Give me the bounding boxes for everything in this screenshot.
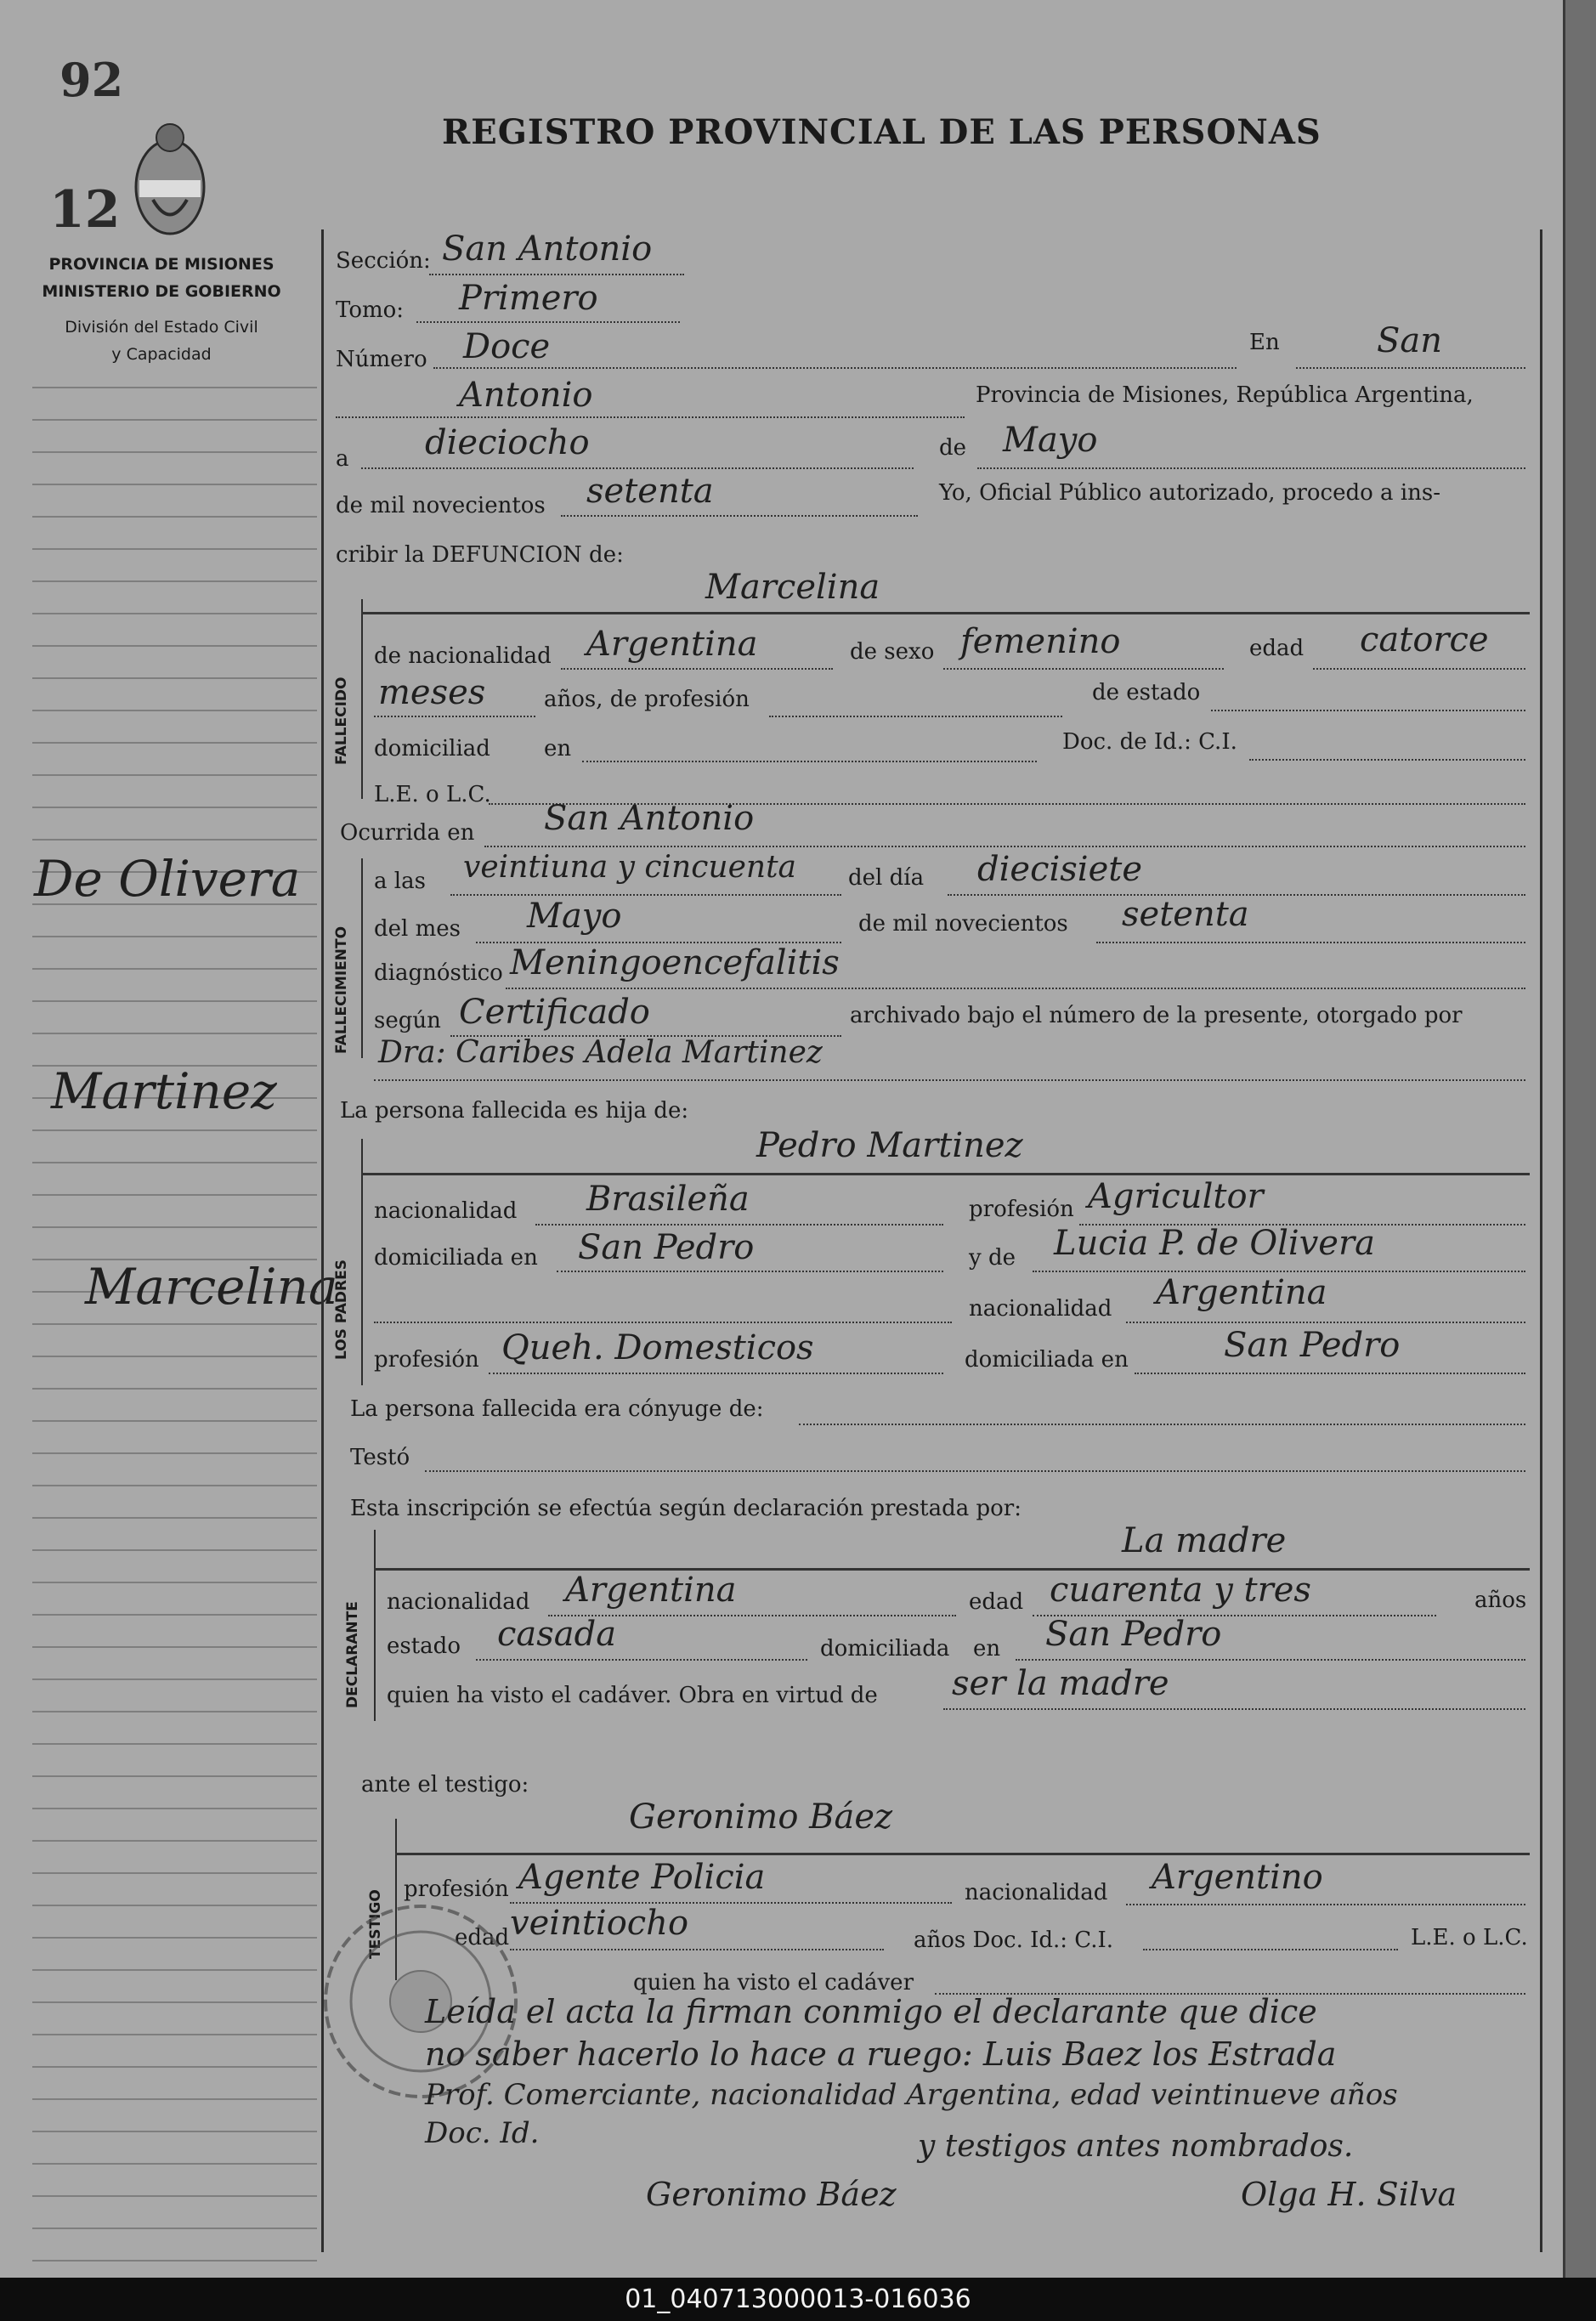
dia-value: diecisiete	[977, 850, 1143, 889]
nacionalidad-label: de nacionalidad	[374, 643, 552, 669]
mes-value: Mayo	[1003, 421, 1098, 460]
padre-domicilio-value: San Pedro	[578, 1228, 755, 1267]
margin-rule	[32, 2131, 317, 2132]
hija-text: La persona fallecida es hija de:	[340, 1098, 689, 1124]
margin-rule	[32, 1323, 317, 1325]
declarante-nacionalidad-label: nacionalidad	[387, 1589, 530, 1615]
declarante-edad-label: edad	[969, 1589, 1024, 1615]
numero-label: Número	[336, 347, 427, 372]
padre-nacionalidad-value: Brasileña	[586, 1180, 750, 1219]
margin-rule	[32, 580, 317, 582]
segun-label: según	[374, 1008, 441, 1033]
margin-rule	[32, 516, 317, 518]
segun-value: Certificado	[459, 993, 650, 1032]
conyuge-text: La persona fallecida era cónyuge de:	[350, 1396, 764, 1422]
fallecido-section-label: FALLECIDO	[333, 676, 350, 765]
margin-rule	[32, 1937, 317, 1939]
declarante-nacionalidad-value: Argentina	[565, 1571, 737, 1610]
seccion-value: San Antonio	[442, 229, 653, 269]
domiciliado-en-label: en	[544, 736, 572, 761]
office-capacity: y Capacidad	[111, 345, 212, 364]
margin-rule	[32, 2228, 317, 2229]
testo-label: Testó	[350, 1445, 410, 1470]
a-label: a	[336, 446, 349, 472]
edad-value: catorce	[1360, 620, 1489, 660]
margin-rule	[32, 2066, 317, 2068]
mil-novecientos-fallecimiento-label: de mil novecientos	[858, 911, 1068, 937]
sexo-value: femenino	[960, 622, 1121, 661]
margin-rule	[32, 1872, 317, 1874]
margin-rule	[32, 613, 317, 614]
del-dia-label: del día	[848, 865, 925, 891]
padre-domiciliada-label: domiciliada en	[374, 1245, 538, 1271]
declarante-estado-value: casada	[497, 1615, 617, 1654]
margin-rule	[32, 1905, 317, 1906]
margin-rule	[32, 1356, 317, 1357]
book-binding	[1563, 0, 1596, 2278]
anios-profesion-label: años, de profesión	[544, 687, 750, 712]
signature-testigo: Geronimo Báez	[646, 2176, 897, 2213]
declarante-section-label: DECLARANTE	[344, 1601, 361, 1708]
madre-nacionalidad-value: Argentina	[1156, 1273, 1327, 1312]
inscribir-text: cribir la DEFUNCION de:	[336, 542, 624, 568]
tomo-value: Primero	[459, 279, 598, 318]
testigo-nacionalidad-value: Argentino	[1152, 1858, 1323, 1897]
testigo-profesion-label: profesión	[404, 1877, 509, 1902]
ante-testigo-text: ante el testigo:	[361, 1772, 529, 1797]
margin-rule	[32, 839, 317, 841]
margin-rule	[32, 807, 317, 808]
hora-value: veintiuna y cincuenta	[463, 850, 797, 885]
padre-value: Pedro Martinez	[756, 1126, 1023, 1165]
testigo-name: Geronimo Báez	[629, 1797, 893, 1837]
mes-fallecimiento-value: Mayo	[527, 897, 622, 936]
margin-rule	[32, 677, 317, 679]
declarante-visto-text: quien ha visto el cadáver. Obra en virtud de	[387, 1683, 878, 1708]
margin-rule	[32, 1420, 317, 1422]
testigo-edad-value: veintiocho	[510, 1904, 689, 1943]
inscripcion-text: Esta inscripción se efectúa según declaración prestada por:	[350, 1496, 1022, 1521]
margin-rule	[32, 1033, 317, 1034]
ocurrida-label: Ocurrida en	[340, 820, 475, 846]
edad-label: edad	[1249, 636, 1305, 661]
margin-rule	[32, 1840, 317, 1842]
margin-rule	[32, 1614, 317, 1616]
lugar-value: Antonio	[459, 376, 593, 415]
testigo-anios-doc-label: años Doc. Id.: C.I.	[914, 1928, 1114, 1953]
margin-rule	[32, 1808, 317, 1809]
dia-value: dieciocho	[425, 423, 590, 462]
declarante-name: La madre	[1122, 1521, 1287, 1560]
closing-line-1: Leída el acta la firman conmigo el declarante que dice	[425, 1993, 1317, 2030]
margin-rule	[32, 1162, 317, 1163]
margin-rule	[32, 742, 317, 744]
medico-value: Dra: Caribes Adela Martinez	[378, 1035, 823, 1070]
office-ministry: MINISTERIO DE GOBIERNO	[42, 282, 281, 301]
madre-domicilio-value: San Pedro	[1224, 1326, 1401, 1365]
closing-line-4: Doc. Id.	[425, 2116, 540, 2150]
sexo-label: de sexo	[850, 639, 935, 665]
doc-id-label: Doc. de Id.: C.I.	[1062, 729, 1237, 755]
oficial-text: Yo, Oficial Público autorizado, procedo a ins-	[939, 480, 1441, 506]
diagnostico-value: Meningoencefalitis	[510, 943, 840, 982]
margin-rule	[32, 1452, 317, 1454]
margin-rule	[32, 1000, 317, 1002]
padre-profesion-value: Agricultor	[1088, 1177, 1264, 1216]
margin-rule	[32, 710, 317, 711]
margin-rule	[32, 1226, 317, 1228]
madre-value: Lucia P. de Olivera	[1054, 1224, 1375, 1263]
declarante-edad-value: cuarenta y tres	[1050, 1571, 1311, 1610]
seccion-label: Sección:	[336, 248, 431, 274]
madre-profesion-label: profesión	[374, 1347, 479, 1373]
margin-rule	[32, 1646, 317, 1648]
margin-rule	[32, 1775, 317, 1777]
testigo-profesion-value: Agente Policia	[518, 1858, 766, 1897]
margin-rule	[32, 1388, 317, 1390]
closing-line-2: no saber hacerlo lo hace a ruego: Luis Baez los Estrada	[425, 2035, 1337, 2073]
le-lc-label: L.E. o L.C.	[374, 782, 491, 807]
image-id-footer: 01_040713000013-016036	[0, 2278, 1596, 2321]
margin-rule	[32, 1549, 317, 1551]
y-de-label: y de	[969, 1245, 1016, 1271]
padres-section-label: LOS PADRES	[333, 1260, 350, 1360]
margin-surname-1: De Olivera	[34, 850, 301, 908]
anio-value: setenta	[586, 472, 714, 511]
margin-given-name: Marcelina	[85, 1258, 338, 1316]
margin-rule	[32, 484, 317, 485]
margin-rule	[32, 2098, 317, 2100]
margin-rule	[32, 1969, 317, 1971]
fallecimiento-section-label: FALLECIMIENTO	[333, 926, 350, 1054]
document-title: REGISTRO PROVINCIAL DE LAS PERSONAS	[442, 112, 1322, 152]
margin-rule	[32, 1711, 317, 1712]
anio-fallecimiento-value: setenta	[1122, 895, 1249, 934]
madre-domiciliada-label: domiciliada en	[965, 1347, 1129, 1373]
office-division: División del Estado Civil	[65, 318, 258, 337]
del-mes-label: del mes	[374, 916, 461, 942]
margin-rule	[32, 936, 317, 937]
margin-rule	[32, 2034, 317, 2035]
margin-rule	[32, 1129, 317, 1131]
margin-rule	[32, 1678, 317, 1680]
archivado-text: archivado bajo el número de la presente, otorgado por	[850, 1003, 1463, 1028]
madre-profesion-value: Queh. Domesticos	[501, 1328, 814, 1367]
closing-line-5: y testigos antes nombrados.	[918, 2129, 1354, 2164]
margin-rule	[32, 2163, 317, 2165]
margin-rule	[32, 968, 317, 970]
testigo-le-lc-label: L.E. o L.C.	[1411, 1925, 1528, 1950]
declarante-domiciliada-label: domiciliada	[820, 1636, 950, 1661]
margin-rule	[32, 1194, 317, 1196]
en-value: San	[1377, 321, 1443, 360]
margin-rule	[32, 2001, 317, 2003]
margin-rule	[32, 419, 317, 421]
testigo-edad-label: edad	[455, 1925, 510, 1950]
margin-surname-2: Martinez	[51, 1062, 277, 1120]
office-province: PROVINCIA DE MISIONES	[48, 255, 274, 274]
domiciliado-label: domiciliad	[374, 736, 490, 761]
declarante-anios-label: años	[1474, 1588, 1527, 1613]
declarante-estado-label: estado	[387, 1633, 461, 1659]
ocurrida-value: San Antonio	[544, 799, 755, 838]
padre-nacionalidad-label: nacionalidad	[374, 1198, 518, 1224]
madre-nacionalidad-label: nacionalidad	[969, 1296, 1112, 1322]
padre-profesion-label: profesión	[969, 1197, 1074, 1222]
nacionalidad-value: Argentina	[586, 625, 758, 664]
declarante-en-label: en	[973, 1636, 1001, 1661]
declarante-virtud-value: ser la madre	[952, 1664, 1169, 1703]
margin-rule	[32, 548, 317, 550]
testigo-nacionalidad-label: nacionalidad	[965, 1880, 1108, 1905]
a-las-label: a las	[374, 869, 426, 894]
declarante-domicilio-value: San Pedro	[1045, 1615, 1222, 1654]
estado-label: de estado	[1092, 680, 1201, 705]
margin-rule	[32, 774, 317, 776]
margin-rule	[32, 1743, 317, 1745]
coat-of-arms-icon	[127, 119, 212, 238]
margin-rule	[32, 1485, 317, 1486]
meses-value: meses	[378, 673, 486, 712]
numero-value: Doce	[463, 327, 551, 366]
en-label: En	[1249, 330, 1280, 355]
testigo-visto-text: quien ha visto el cadáver	[633, 1970, 914, 1995]
margin-rule	[32, 1517, 317, 1519]
folio-number: 92	[59, 53, 124, 107]
page-number: 12	[49, 180, 121, 240]
margin-rule	[32, 387, 317, 388]
mil-novecientos-label: de mil novecientos	[336, 493, 546, 518]
de-label: de	[939, 435, 967, 461]
testigo-section-label: TESTIGO	[367, 1889, 384, 1959]
margin-rule	[32, 451, 317, 453]
margin-rule	[32, 2195, 317, 2197]
margin-rule	[32, 1582, 317, 1583]
margin-rule	[32, 645, 317, 647]
fallecido-name: Marcelina	[705, 568, 880, 607]
signature-oficial: Olga H. Silva	[1241, 2176, 1457, 2213]
tomo-label: Tomo:	[336, 297, 405, 323]
frame-line-right	[1540, 229, 1542, 2252]
margin-rule	[32, 2260, 317, 2262]
closing-line-3: Prof. Comerciante, nacionalidad Argentina, edad veintinueve años	[425, 2078, 1398, 2112]
provincia-text: Provincia de Misiones, República Argentina,	[976, 382, 1474, 408]
diagnostico-label: diagnóstico	[374, 960, 503, 986]
